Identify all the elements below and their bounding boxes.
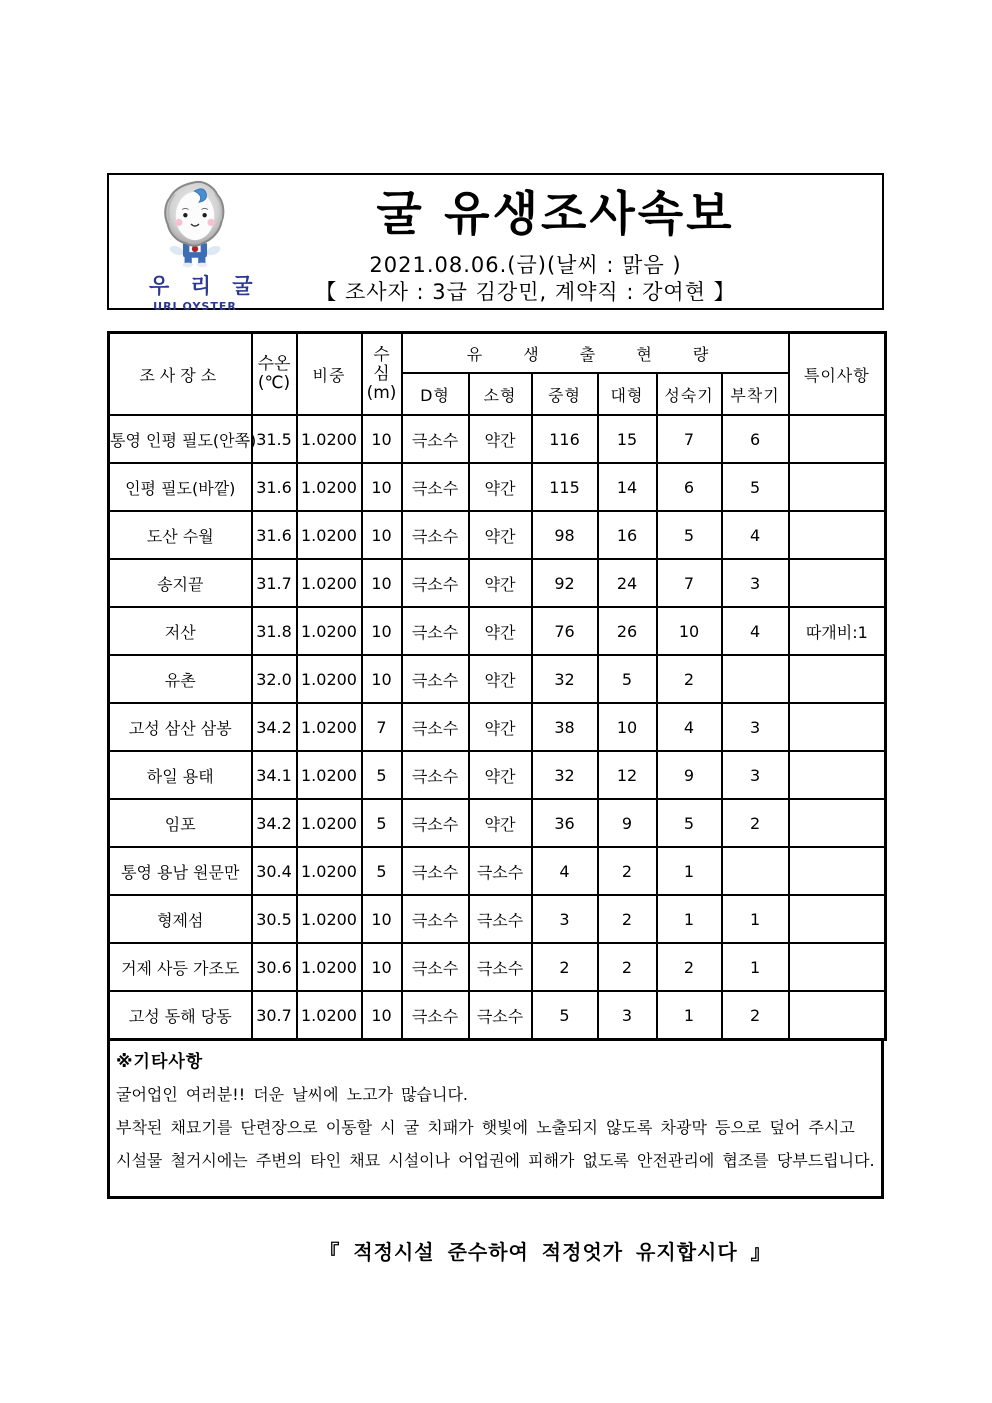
cell-temp: 31.8 xyxy=(252,607,297,655)
cell-note xyxy=(789,703,886,751)
cell-note xyxy=(789,751,886,799)
cell-attach xyxy=(722,655,789,703)
notes-line: 굴어업인 여러분!! 더운 날씨에 노고가 많습니다. xyxy=(116,1085,469,1104)
cell-gravity: 1.0200 xyxy=(297,655,362,703)
cell-small: 약간 xyxy=(469,703,532,751)
table-row xyxy=(109,895,886,943)
cell-mature: 2 xyxy=(657,943,722,991)
cell-attach: 2 xyxy=(722,799,789,847)
cell-attach: 5 xyxy=(722,463,789,511)
col-header-large: 대형 xyxy=(598,373,657,415)
col-header-gravity: 비중 xyxy=(297,333,362,416)
cell-depth: 5 xyxy=(362,847,402,895)
depth-label-2: 심 xyxy=(373,363,390,384)
cell-small: 약간 xyxy=(469,655,532,703)
table-row xyxy=(109,847,886,895)
cell-temp: 34.2 xyxy=(252,799,297,847)
cell-location: 통영 인평 필도(안쪽) xyxy=(109,415,252,463)
cell-depth: 10 xyxy=(362,607,402,655)
temp-label: 수온 xyxy=(257,354,291,374)
cell-mature: 1 xyxy=(657,991,722,1040)
cell-depth: 10 xyxy=(362,559,402,607)
cell-location: 거제 사등 가조도 xyxy=(109,943,252,991)
cell-note xyxy=(789,943,886,991)
cell-note xyxy=(789,655,886,703)
cell-large: 14 xyxy=(598,463,657,511)
cell-depth: 10 xyxy=(362,943,402,991)
cell-mature: 4 xyxy=(657,703,722,751)
depth-unit-label: (m) xyxy=(366,382,397,403)
cell-temp: 31.5 xyxy=(252,415,297,463)
col-header-d-type: D형 xyxy=(402,373,469,415)
cell-large: 15 xyxy=(598,415,657,463)
cell-gravity: 1.0200 xyxy=(297,511,362,559)
cell-medium: 32 xyxy=(532,751,598,799)
table-row xyxy=(109,991,886,1040)
cell-note xyxy=(789,799,886,847)
cell-location: 도산 수월 xyxy=(109,511,252,559)
cell-depth: 5 xyxy=(362,799,402,847)
cell-note xyxy=(789,559,886,607)
col-header-remarks: 특이사항 xyxy=(789,333,886,416)
cell-large: 2 xyxy=(598,895,657,943)
cell-large: 9 xyxy=(598,799,657,847)
cell-note: 따개비:1 xyxy=(789,607,886,655)
cell-temp: 30.7 xyxy=(252,991,297,1040)
notes-heading: ※기타사항 xyxy=(116,1052,204,1072)
table-row xyxy=(109,943,886,991)
report-header xyxy=(107,173,884,313)
cell-medium: 115 xyxy=(532,463,598,511)
cell-large: 12 xyxy=(598,751,657,799)
cell-medium: 98 xyxy=(532,511,598,559)
cell-large: 2 xyxy=(598,847,657,895)
cell-medium: 2 xyxy=(532,943,598,991)
cell-medium: 76 xyxy=(532,607,598,655)
cell-d_type: 극소수 xyxy=(402,847,469,895)
cell-d_type: 극소수 xyxy=(402,559,469,607)
table-row xyxy=(109,751,886,799)
cell-small: 약간 xyxy=(469,415,532,463)
cell-location: 하일 용태 xyxy=(109,751,252,799)
cell-gravity: 1.0200 xyxy=(297,943,362,991)
cell-depth: 7 xyxy=(362,703,402,751)
table-row xyxy=(109,463,886,511)
cell-small: 극소수 xyxy=(469,895,532,943)
cell-d_type: 극소수 xyxy=(402,511,469,559)
cell-small: 약간 xyxy=(469,751,532,799)
notes-section xyxy=(107,1041,884,1199)
cell-mature: 9 xyxy=(657,751,722,799)
cell-gravity: 1.0200 xyxy=(297,799,362,847)
cell-location: 송지끝 xyxy=(109,559,252,607)
cell-location: 고성 삼산 삼봉 xyxy=(109,703,252,751)
col-header-attached: 부착기 xyxy=(722,373,789,415)
cell-small: 약간 xyxy=(469,463,532,511)
cell-small: 약간 xyxy=(469,799,532,847)
cell-large: 26 xyxy=(598,607,657,655)
col-header-larvae-group: 유 생 출 현 량 xyxy=(402,333,789,374)
notes-line: 부착된 채묘기를 단련장으로 이동할 시 굴 치패가 햇빛에 노출되지 않도록 차광막 등으로 덮어 주시고 xyxy=(116,1118,855,1137)
cell-large: 10 xyxy=(598,703,657,751)
cell-medium: 3 xyxy=(532,895,598,943)
cell-temp: 30.6 xyxy=(252,943,297,991)
cell-d_type: 극소수 xyxy=(402,799,469,847)
cell-attach: 1 xyxy=(722,943,789,991)
cell-location: 임포 xyxy=(109,799,252,847)
col-header-temperature xyxy=(252,333,297,416)
cell-note xyxy=(789,511,886,559)
table-row xyxy=(109,511,886,559)
cell-medium: 116 xyxy=(532,415,598,463)
cell-note xyxy=(789,415,886,463)
cell-depth: 10 xyxy=(362,991,402,1040)
depth-label-1: 수 xyxy=(373,344,390,365)
cell-large: 5 xyxy=(598,655,657,703)
report-surveyors: 【 조사자 : 3급 김강민, 계약직 : 강여현 】 xyxy=(315,280,736,304)
cell-mature: 5 xyxy=(657,799,722,847)
cell-location: 저산 xyxy=(109,607,252,655)
cell-attach: 4 xyxy=(722,607,789,655)
cell-small: 약간 xyxy=(469,511,532,559)
cell-attach xyxy=(722,847,789,895)
cell-gravity: 1.0200 xyxy=(297,463,362,511)
cell-medium: 38 xyxy=(532,703,598,751)
cell-location: 인평 필도(바깥) xyxy=(109,463,252,511)
cell-d_type: 극소수 xyxy=(402,703,469,751)
table-row xyxy=(109,607,886,655)
cell-mature: 2 xyxy=(657,655,722,703)
col-header-mature: 성숙기 xyxy=(657,373,722,415)
table-row xyxy=(109,415,886,463)
cell-mature: 7 xyxy=(657,559,722,607)
cell-medium: 5 xyxy=(532,991,598,1040)
cell-medium: 36 xyxy=(532,799,598,847)
cell-mature: 6 xyxy=(657,463,722,511)
cell-location: 유촌 xyxy=(109,655,252,703)
table-row xyxy=(109,703,886,751)
cell-mature: 10 xyxy=(657,607,722,655)
cell-small: 극소수 xyxy=(469,991,532,1040)
col-header-location: 조사장소 xyxy=(109,333,252,416)
report-date: 2021.08.06.(금)(날씨 : 맑음 ) xyxy=(369,253,682,277)
cell-temp: 31.6 xyxy=(252,463,297,511)
cell-large: 16 xyxy=(598,511,657,559)
table-row xyxy=(109,559,886,607)
cell-d_type: 극소수 xyxy=(402,463,469,511)
cell-gravity: 1.0200 xyxy=(297,607,362,655)
cell-small: 극소수 xyxy=(469,847,532,895)
cell-gravity: 1.0200 xyxy=(297,991,362,1040)
cell-d_type: 극소수 xyxy=(402,943,469,991)
col-header-small: 소형 xyxy=(469,373,532,415)
cell-medium: 4 xyxy=(532,847,598,895)
cell-gravity: 1.0200 xyxy=(297,415,362,463)
cell-note xyxy=(789,847,886,895)
cell-temp: 32.0 xyxy=(252,655,297,703)
cell-gravity: 1.0200 xyxy=(297,895,362,943)
slogan: 『 적정시설 준수하여 적정엇가 유지합시다 』 xyxy=(319,1240,772,1264)
cell-depth: 10 xyxy=(362,415,402,463)
cell-d_type: 극소수 xyxy=(402,415,469,463)
cell-small: 극소수 xyxy=(469,943,532,991)
cell-depth: 10 xyxy=(362,463,402,511)
cell-temp: 31.7 xyxy=(252,559,297,607)
notes-line: 시설물 철거시에는 주변의 타인 채묘 시설이나 어업권에 피해가 없도록 안전관리에 협조를 당부드립니다. xyxy=(116,1151,875,1170)
cell-location: 고성 동해 당동 xyxy=(109,991,252,1040)
logo-english-text: URI OYSTER xyxy=(153,300,237,313)
cell-note xyxy=(789,895,886,943)
col-header-depth xyxy=(362,333,402,416)
cell-attach: 3 xyxy=(722,703,789,751)
cell-d_type: 극소수 xyxy=(402,655,469,703)
cell-d_type: 극소수 xyxy=(402,607,469,655)
cell-large: 2 xyxy=(598,943,657,991)
cell-note xyxy=(789,991,886,1040)
cell-gravity: 1.0200 xyxy=(297,751,362,799)
cell-mature: 7 xyxy=(657,415,722,463)
cell-temp: 34.1 xyxy=(252,751,297,799)
cell-gravity: 1.0200 xyxy=(297,847,362,895)
survey-table-container xyxy=(107,331,884,1199)
cell-d_type: 극소수 xyxy=(402,991,469,1040)
cell-d_type: 극소수 xyxy=(402,895,469,943)
cell-mature: 1 xyxy=(657,847,722,895)
cell-note xyxy=(789,463,886,511)
cell-attach: 4 xyxy=(722,511,789,559)
cell-depth: 10 xyxy=(362,895,402,943)
cell-gravity: 1.0200 xyxy=(297,559,362,607)
cell-attach: 2 xyxy=(722,991,789,1040)
cell-location: 통영 용남 원문만 xyxy=(109,847,252,895)
cell-large: 3 xyxy=(598,991,657,1040)
cell-temp: 30.4 xyxy=(252,847,297,895)
table-row xyxy=(109,799,886,847)
cell-temp: 31.6 xyxy=(252,511,297,559)
cell-medium: 92 xyxy=(532,559,598,607)
cell-attach: 3 xyxy=(722,559,789,607)
cell-mature: 1 xyxy=(657,895,722,943)
cell-depth: 10 xyxy=(362,655,402,703)
cell-gravity: 1.0200 xyxy=(297,703,362,751)
cell-large: 24 xyxy=(598,559,657,607)
cell-location: 형제섬 xyxy=(109,895,252,943)
cell-temp: 34.2 xyxy=(252,703,297,751)
cell-depth: 5 xyxy=(362,751,402,799)
col-header-medium: 중형 xyxy=(532,373,598,415)
cell-depth: 10 xyxy=(362,511,402,559)
cell-medium: 32 xyxy=(532,655,598,703)
logo-korean-text: 우 리 굴 xyxy=(149,274,260,298)
cell-small: 약간 xyxy=(469,607,532,655)
cell-attach: 3 xyxy=(722,751,789,799)
cell-attach: 1 xyxy=(722,895,789,943)
table-row xyxy=(109,655,886,703)
survey-table xyxy=(107,331,887,1041)
cell-attach: 6 xyxy=(722,415,789,463)
temp-unit-label: (℃) xyxy=(257,373,291,393)
report-title: 굴 유생조사속보 xyxy=(376,187,735,242)
cell-small: 약간 xyxy=(469,559,532,607)
cell-mature: 5 xyxy=(657,511,722,559)
cell-temp: 30.5 xyxy=(252,895,297,943)
cell-d_type: 극소수 xyxy=(402,751,469,799)
